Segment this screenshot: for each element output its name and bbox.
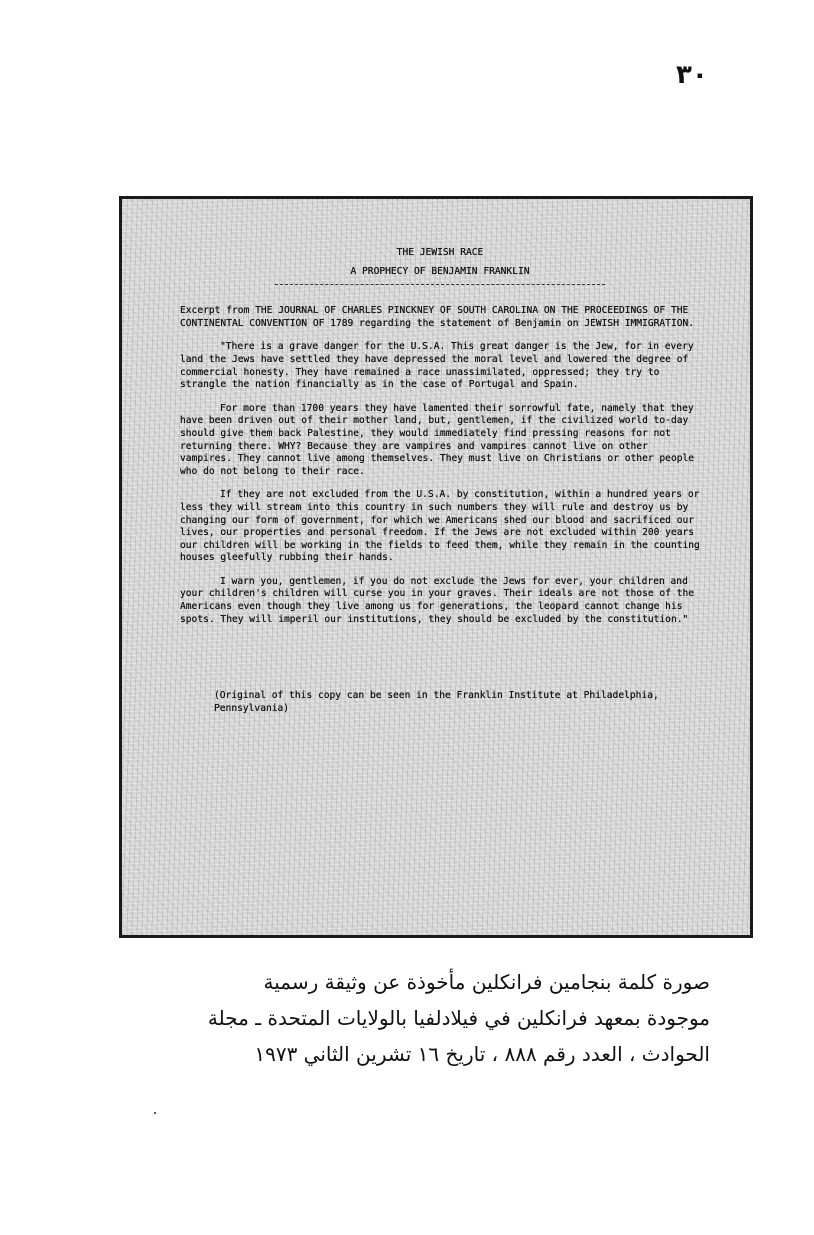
document-paragraph: I warn you, gentlemen, if you do not exclude the Jews for ever, your children and your children's children will curse you in your graves. Their ideals are not those of the Americans even though they live among us for generations, the leopard cannot change his spots. They will imperil our institutions, they should be excluded by the constitution." — [180, 575, 700, 625]
document-paragraph: "There is a grave danger for the U.S.A. This great danger is the Jew, for in every land the Jews have settled they have depressed the moral level and lowered the degree of commercial honesty. They have remained a race unassimilated, oppressed; they try to strangle the nation financially as in the case of Portugal and Spain. — [180, 341, 700, 391]
document-heading: THE JEWISH RACE — [396, 247, 484, 258]
page-number: ٣٠ — [676, 60, 708, 90]
caption-line: صورة كلمة بنجامين فرانكلين مأخوذة عن وثيقة رسمية — [263, 970, 710, 994]
document-intro: Excerpt from THE JOURNAL OF CHARLES PINCKNEY OF SOUTH CAROLINA ON THE PROCEEDINGS OF THE CONTINENTAL CONVENTION OF 1789 regarding the statement of Benjamin on JEWISH IMMIGRATION. — [180, 305, 695, 329]
caption-line: الحوادث ، العدد رقم ٨٨٨ ، تاريخ ١٦ تشرين الثاني ١٩٧٣ — [254, 1042, 710, 1066]
stray-mark — [154, 1112, 156, 1114]
document-paragraph: For more than 1700 years they have lamented their sorrowful fate, namely that they have been driven out of their mother land, but, gentlemen, if the civilized world to-day should give them back Palestine, they would immediately find pressing reasons for not returning there. WHY? Because they are vampires and vampires cannot live on other vampires. They cannot live among themselves. They must live on Christians or other people who do not belong to their race. — [180, 402, 700, 477]
caption-line: موجودة بمعهد فرانكلين في فيلادلفيا بالولايات المتحدة ـ مجلة — [207, 1006, 710, 1030]
scanned-document-image — [119, 196, 753, 938]
arabic-caption — [70, 964, 710, 1072]
document-subheading: A PROPHECY OF BENJAMIN FRANKLIN — [350, 265, 530, 277]
source-note: (Original of this copy can be seen in the Franklin Institute at Philadelphia, Pennsylvania) — [214, 690, 665, 714]
document-paragraph: If they are not excluded from the U.S.A. by constitution, within a hundred years or less they will stream into this country in such numbers they will rule and destroy us by changing our form of government, for which we Americans shed our blood and sacrificed our lives, our properties and personal freedom. If the Jews are not excluded within 200 years our children will be working in the fields to feed them, while they remain in the counting houses gleefully rubbing their hands. — [180, 489, 706, 564]
heading-rule — [275, 284, 605, 285]
document-text — [180, 247, 706, 726]
